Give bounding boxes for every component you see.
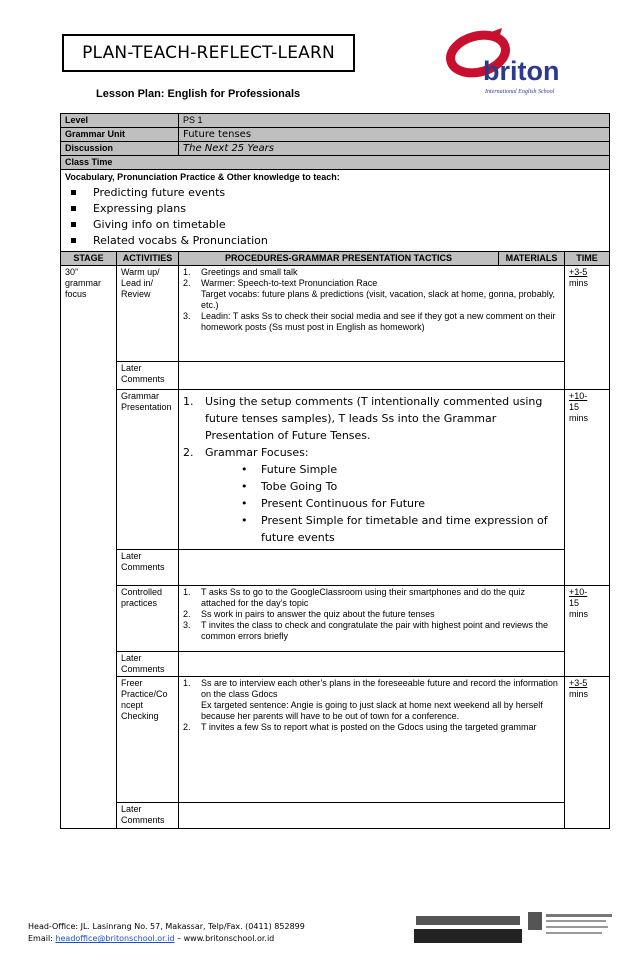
item-text: Ss work in pairs to answer the quiz about the future tenses [201, 609, 435, 619]
time-value: 15 [569, 598, 580, 608]
discussion-value: The Next 25 Years [179, 142, 610, 156]
item-number: 1. [183, 267, 191, 277]
list-item: Related vocabs & Pronunciation [93, 233, 605, 249]
activity-line: Checking [121, 711, 159, 721]
level-row [61, 114, 610, 128]
time-unit: mins [569, 413, 589, 423]
item-text: Greetings and small talk [201, 267, 298, 277]
item-text: T invites the class to check and congratulate the pair with highest point and reviews the common errors briefly [201, 620, 549, 641]
ets-toefl-logo-icon [414, 912, 522, 948]
item-text: Warmer: Speech-to-text Pronunciation Race [201, 278, 378, 288]
procedure-cell [179, 266, 565, 362]
time-unit: mins [569, 609, 589, 619]
later-comments-label: Later Comments [117, 362, 179, 390]
later-comments-value [179, 652, 565, 677]
col-materials: MATERIALS [499, 252, 565, 266]
item-number: 3. [183, 311, 191, 321]
column-header-row [61, 252, 610, 266]
procedure-cell [179, 677, 565, 803]
item-number: 2. [183, 722, 191, 732]
level-value: PS 1 [179, 114, 610, 128]
later-comments-label: Later Comments [117, 652, 179, 677]
grammar-unit-row [61, 128, 610, 142]
activity-cell [117, 390, 179, 550]
list-item [183, 609, 560, 620]
grammar-focus-item: • Future Simple [241, 461, 560, 478]
item-text: T invites a few Ss to report what is posted on the Gdocs using the targeted grammar [201, 722, 537, 732]
list-item [183, 393, 560, 444]
col-activities: ACTIVITIES [117, 252, 179, 266]
grammar-focus-item: • Present Continuous for Future [241, 495, 560, 512]
vocab-row [61, 170, 610, 252]
item-number: 2. [183, 446, 194, 459]
stage-line: 30” [65, 267, 79, 277]
later-comments-row [61, 550, 610, 586]
grammar-unit-label: Grammar Unit [61, 128, 179, 142]
class-time-row [61, 156, 610, 170]
activity-cell [117, 586, 179, 652]
activity-line: Review [121, 289, 151, 299]
list-item [183, 587, 560, 609]
time-value: +10- [569, 587, 588, 597]
logo-text: briton [483, 56, 560, 86]
item-number: 2. [183, 278, 191, 288]
item-text: Ss are to interview each other’s plans in the foreseeable future and record the information on the class Gdocs [201, 678, 558, 699]
item-number: 1. [183, 395, 194, 408]
later-comments-row [61, 803, 610, 829]
list-item: Predicting future events [93, 185, 605, 201]
time-value: +3-5 [569, 267, 588, 277]
time-cell [565, 586, 610, 677]
activity-line: Freer [121, 678, 143, 688]
later-comments-label: Later Comments [117, 803, 179, 829]
email-label: Email: [28, 934, 56, 943]
time-value: +3-5 [569, 678, 588, 688]
item-text: Using the setup comments (T intentionally commented using future tenses samples), T leads Ss into the Grammar Presentation of Future Tenses. [205, 395, 543, 442]
discussion-label: Discussion [61, 142, 179, 156]
activity-line: Lead in/ [121, 278, 154, 288]
col-time: TIME [565, 252, 610, 266]
grammar-focus-item: • Tobe Going To [241, 478, 560, 495]
vocab-label: Vocabulary, Pronunciation Practice & Other knowledge to teach: [65, 172, 340, 182]
time-cell [565, 266, 610, 390]
later-comments-value [179, 803, 565, 829]
list-item [183, 278, 560, 289]
list-item: Giving info on timetable [93, 217, 605, 233]
table-row [61, 266, 610, 362]
time-cell [565, 390, 610, 586]
logo-subtitle: International English School [485, 89, 555, 95]
list-item [183, 620, 560, 642]
later-comments-row [61, 652, 610, 677]
time-cell [565, 677, 610, 829]
level-label: Level [61, 114, 179, 128]
activity-line: Presentation [121, 402, 172, 412]
activity-cell [117, 266, 179, 362]
stage-line: grammar [65, 278, 102, 288]
sub-item: Target vocabs: future plans & predictions (visit, vacation, slack at home, gonna, probably, etc.) [201, 289, 556, 310]
lesson-plan-table [60, 113, 610, 829]
list-item [183, 722, 560, 733]
list-item: Expressing plans [93, 201, 605, 217]
activity-line: Warm up/ [121, 267, 160, 277]
grammar-unit-value: Future tenses [179, 128, 610, 142]
class-time-label: Class Time [61, 156, 610, 170]
procedure-cell [179, 586, 565, 652]
lesson-title: Lesson Plan: English for Professionals [96, 88, 301, 100]
activity-line: Grammar [121, 391, 159, 401]
example-sentence: Ex targeted sentence: Angie is going to just slack at home next weekend all by herself because her parents will have to be out of town for a conference. [201, 700, 543, 721]
col-stage: STAGE [61, 252, 117, 266]
later-comments-row [61, 362, 610, 390]
col-procedures: PROCEDURES-GRAMMAR PRESENTATION TACTICS [179, 252, 499, 266]
time-unit: mins [569, 278, 589, 288]
list-item [183, 678, 560, 722]
item-number: 1. [183, 678, 191, 688]
later-comments-label: Later Comments [117, 550, 179, 586]
discussion-row [61, 142, 610, 156]
table-row [61, 390, 610, 550]
table-row [61, 677, 610, 803]
banner: PLAN-TEACH-REFLECT-LEARN [62, 34, 355, 72]
time-value: 15 [569, 402, 580, 412]
list-item [183, 444, 560, 546]
activity-line: Controlled [121, 587, 163, 597]
later-comments-value [179, 362, 565, 390]
cambridge-logo-icon [528, 912, 614, 946]
stage-line: focus [65, 289, 87, 299]
footer-address: Head-Office: JL. Lasinrang No. 57, Makassar, Telp/Fax. (0411) 852899 [28, 922, 305, 931]
item-text: Grammar Focuses: [205, 446, 309, 459]
table-row [61, 586, 610, 652]
activity-cell [117, 677, 179, 803]
website-text: – www.britonschool.or.id [174, 934, 275, 943]
time-unit: mins [569, 689, 589, 699]
email-link[interactable]: headoffice@britonschool.or.id [55, 934, 175, 943]
activity-line: practices [121, 598, 158, 608]
activity-line: ncept [121, 700, 144, 710]
item-number: 3. [183, 620, 191, 630]
list-item [183, 267, 560, 278]
list-item [183, 311, 560, 333]
grammar-focus-item: • Present Simple for timetable and time expression of future events [241, 512, 560, 546]
activity-line: Practice/Co [121, 689, 168, 699]
stage-cell [61, 266, 117, 829]
item-number: 1. [183, 587, 191, 597]
item-text: T asks Ss to go to the GoogleClassroom using their smartphones and do the quiz attached for the day’s topic [201, 587, 526, 608]
item-number: 2. [183, 609, 191, 619]
vocab-list [65, 185, 605, 249]
footer [28, 921, 305, 945]
item-text: Leadin: T asks Ss to check their social media and see if they got a new comment on their homework posts (Ss must post in English as homework) [201, 311, 556, 332]
time-value: +10- [569, 391, 588, 401]
later-comments-value [179, 550, 565, 586]
footer-contact [28, 933, 305, 945]
procedure-cell [179, 390, 565, 550]
